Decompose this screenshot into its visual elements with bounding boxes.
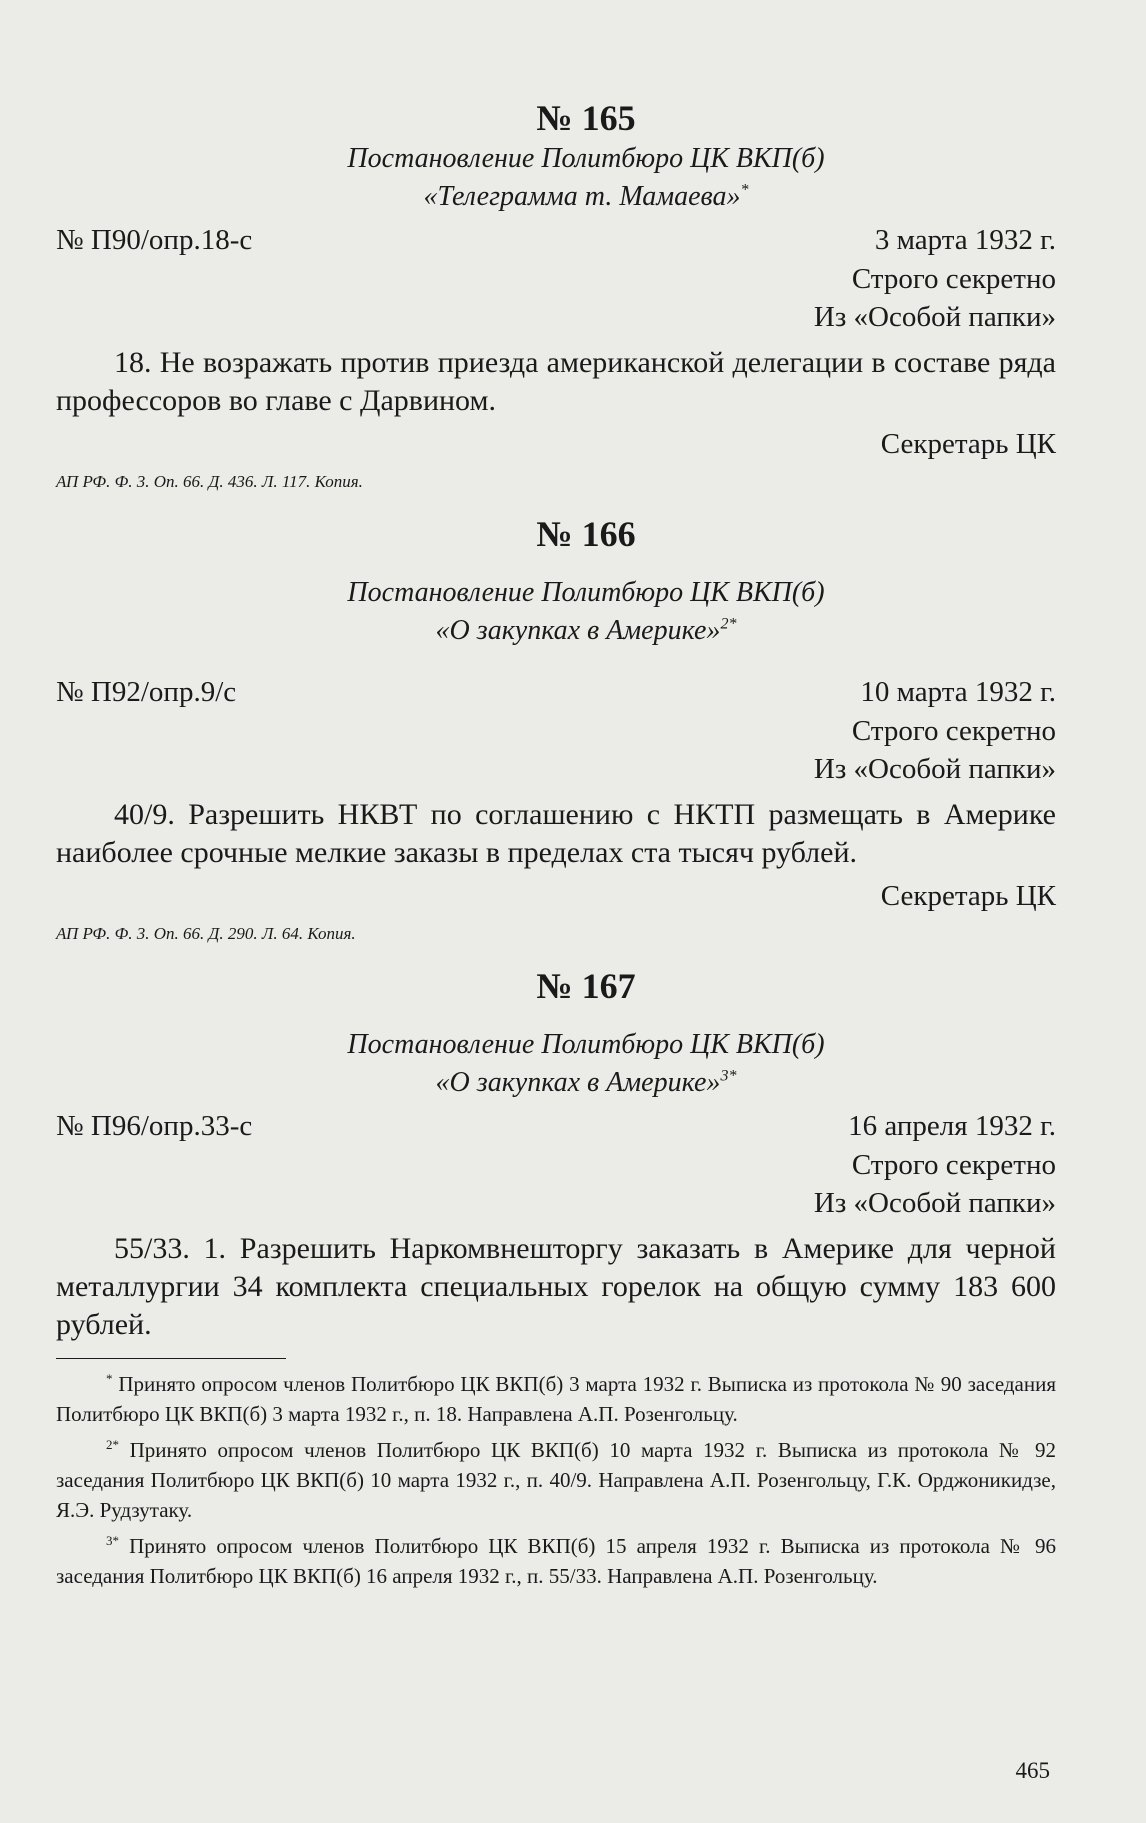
secrecy-stamp: Строго секретно bbox=[851, 715, 1056, 747]
footnotes bbox=[56, 1369, 1056, 1591]
footnote-ref: * bbox=[740, 181, 749, 199]
document-title-line2 bbox=[56, 1064, 1056, 1102]
footnote-text: Принято опросом членов Политбюро ЦК ВКП(б) 10 марта 1932 г. Выписка из протокола № 92 заседания Политбюро ЦК ВКП(б) 10 марта 1932 г., п. 40/9. Направлена А.П. Розенгольцу, Г.К. Орджоникидзе, Я.Э. Рудзутаку. bbox=[56, 1438, 1056, 1522]
document-title-line2 bbox=[56, 612, 1056, 650]
document-166 bbox=[56, 512, 1056, 946]
footnote-text: Принято опросом членов Политбюро ЦК ВКП(б) 3 марта 1932 г. Выписка из протокола № 90 заседания Политбюро ЦК ВКП(б) 3 марта 1932 г., п. 18. Направлена А.П. Розенгольцу. bbox=[56, 1372, 1057, 1426]
folder-label: Из «Особой папки» bbox=[813, 301, 1056, 333]
footnote-mark: * bbox=[106, 1371, 113, 1386]
document-title-line1: Постановление Политбюро ЦК ВКП(б) bbox=[347, 143, 825, 174]
archive-source: АП РФ. Ф. 3. Оп. 66. Д. 290. Л. 64. Копия. bbox=[56, 924, 356, 943]
document-date: 3 марта 1932 г. bbox=[874, 224, 1056, 256]
document-date: 10 марта 1932 г. bbox=[860, 676, 1056, 708]
document-167 bbox=[56, 964, 1056, 1344]
footnote-divider bbox=[56, 1358, 286, 1359]
document-title-line1: Постановление Политбюро ЦК ВКП(б) bbox=[347, 1029, 825, 1060]
meta-row bbox=[56, 220, 1056, 260]
resolution-text: 55/33. 1. Разрешить Наркомвнешторгу заказать в Америке для черной металлургии 34 комплекта специальных горелок на общую сумму 183 600 рублей. bbox=[56, 1232, 1056, 1341]
document-number: № 166 bbox=[536, 514, 636, 554]
footnote-mark: 2* bbox=[106, 1437, 119, 1452]
document-page bbox=[56, 96, 1056, 1597]
document-number: № 167 bbox=[536, 966, 636, 1006]
footnote-text: Принято опросом членов Политбюро ЦК ВКП(б) 15 апреля 1932 г. Выписка из протокола № 96 заседания Политбюро ЦК ВКП(б) 16 апреля 1932 г., п. 55/33. Направлена А.П. Розенгольцу. bbox=[56, 1534, 1056, 1588]
document-title-text: «О закупках в Америке» bbox=[435, 615, 721, 646]
registration-number: № П92/опр.9/с bbox=[56, 676, 237, 708]
secrecy-stamp: Строго секретно bbox=[851, 263, 1056, 295]
document-title-line1: Постановление Политбюро ЦК ВКП(б) bbox=[347, 577, 825, 608]
footnote-ref: 2* bbox=[720, 615, 737, 633]
document-date: 16 апреля 1932 г. bbox=[848, 1110, 1056, 1142]
meta-row bbox=[56, 672, 1056, 712]
footnote-item bbox=[56, 1435, 1056, 1525]
folder-label: Из «Особой папки» bbox=[813, 753, 1056, 785]
secrecy-stamp: Строго секретно bbox=[851, 1149, 1056, 1181]
archive-source: АП РФ. Ф. 3. Оп. 66. Д. 436. Л. 117. Копия. bbox=[56, 472, 363, 491]
signature: Секретарь ЦК bbox=[880, 880, 1056, 912]
meta-row bbox=[56, 1106, 1056, 1146]
footnote-mark: 3* bbox=[106, 1533, 119, 1548]
document-title-text: «Телеграмма т. Мамаева» bbox=[423, 181, 741, 212]
document-165 bbox=[56, 96, 1056, 494]
resolution-text: 40/9. Разрешить НКВТ по соглашению с НКТП размещать в Америке наиболее срочные мелкие заказы в пределах ста тысяч рублей. bbox=[56, 798, 1056, 869]
footnote-item bbox=[56, 1531, 1056, 1591]
footnote-item bbox=[56, 1369, 1056, 1429]
footnote-ref: 3* bbox=[720, 1067, 737, 1085]
folder-label: Из «Особой папки» bbox=[813, 1187, 1056, 1219]
registration-number: № П96/опр.33-с bbox=[56, 1110, 253, 1142]
document-title-line2 bbox=[56, 178, 1056, 216]
page-number: 465 bbox=[1015, 1758, 1050, 1783]
document-title-text: «О закупках в Америке» bbox=[435, 1067, 721, 1098]
signature: Секретарь ЦК bbox=[880, 428, 1056, 460]
document-number: № 165 bbox=[536, 98, 636, 138]
registration-number: № П90/опр.18-с bbox=[56, 224, 253, 256]
resolution-text: 18. Не возражать против приезда американской делегации в составе ряда профессоров во главе с Дарвином. bbox=[56, 346, 1056, 417]
